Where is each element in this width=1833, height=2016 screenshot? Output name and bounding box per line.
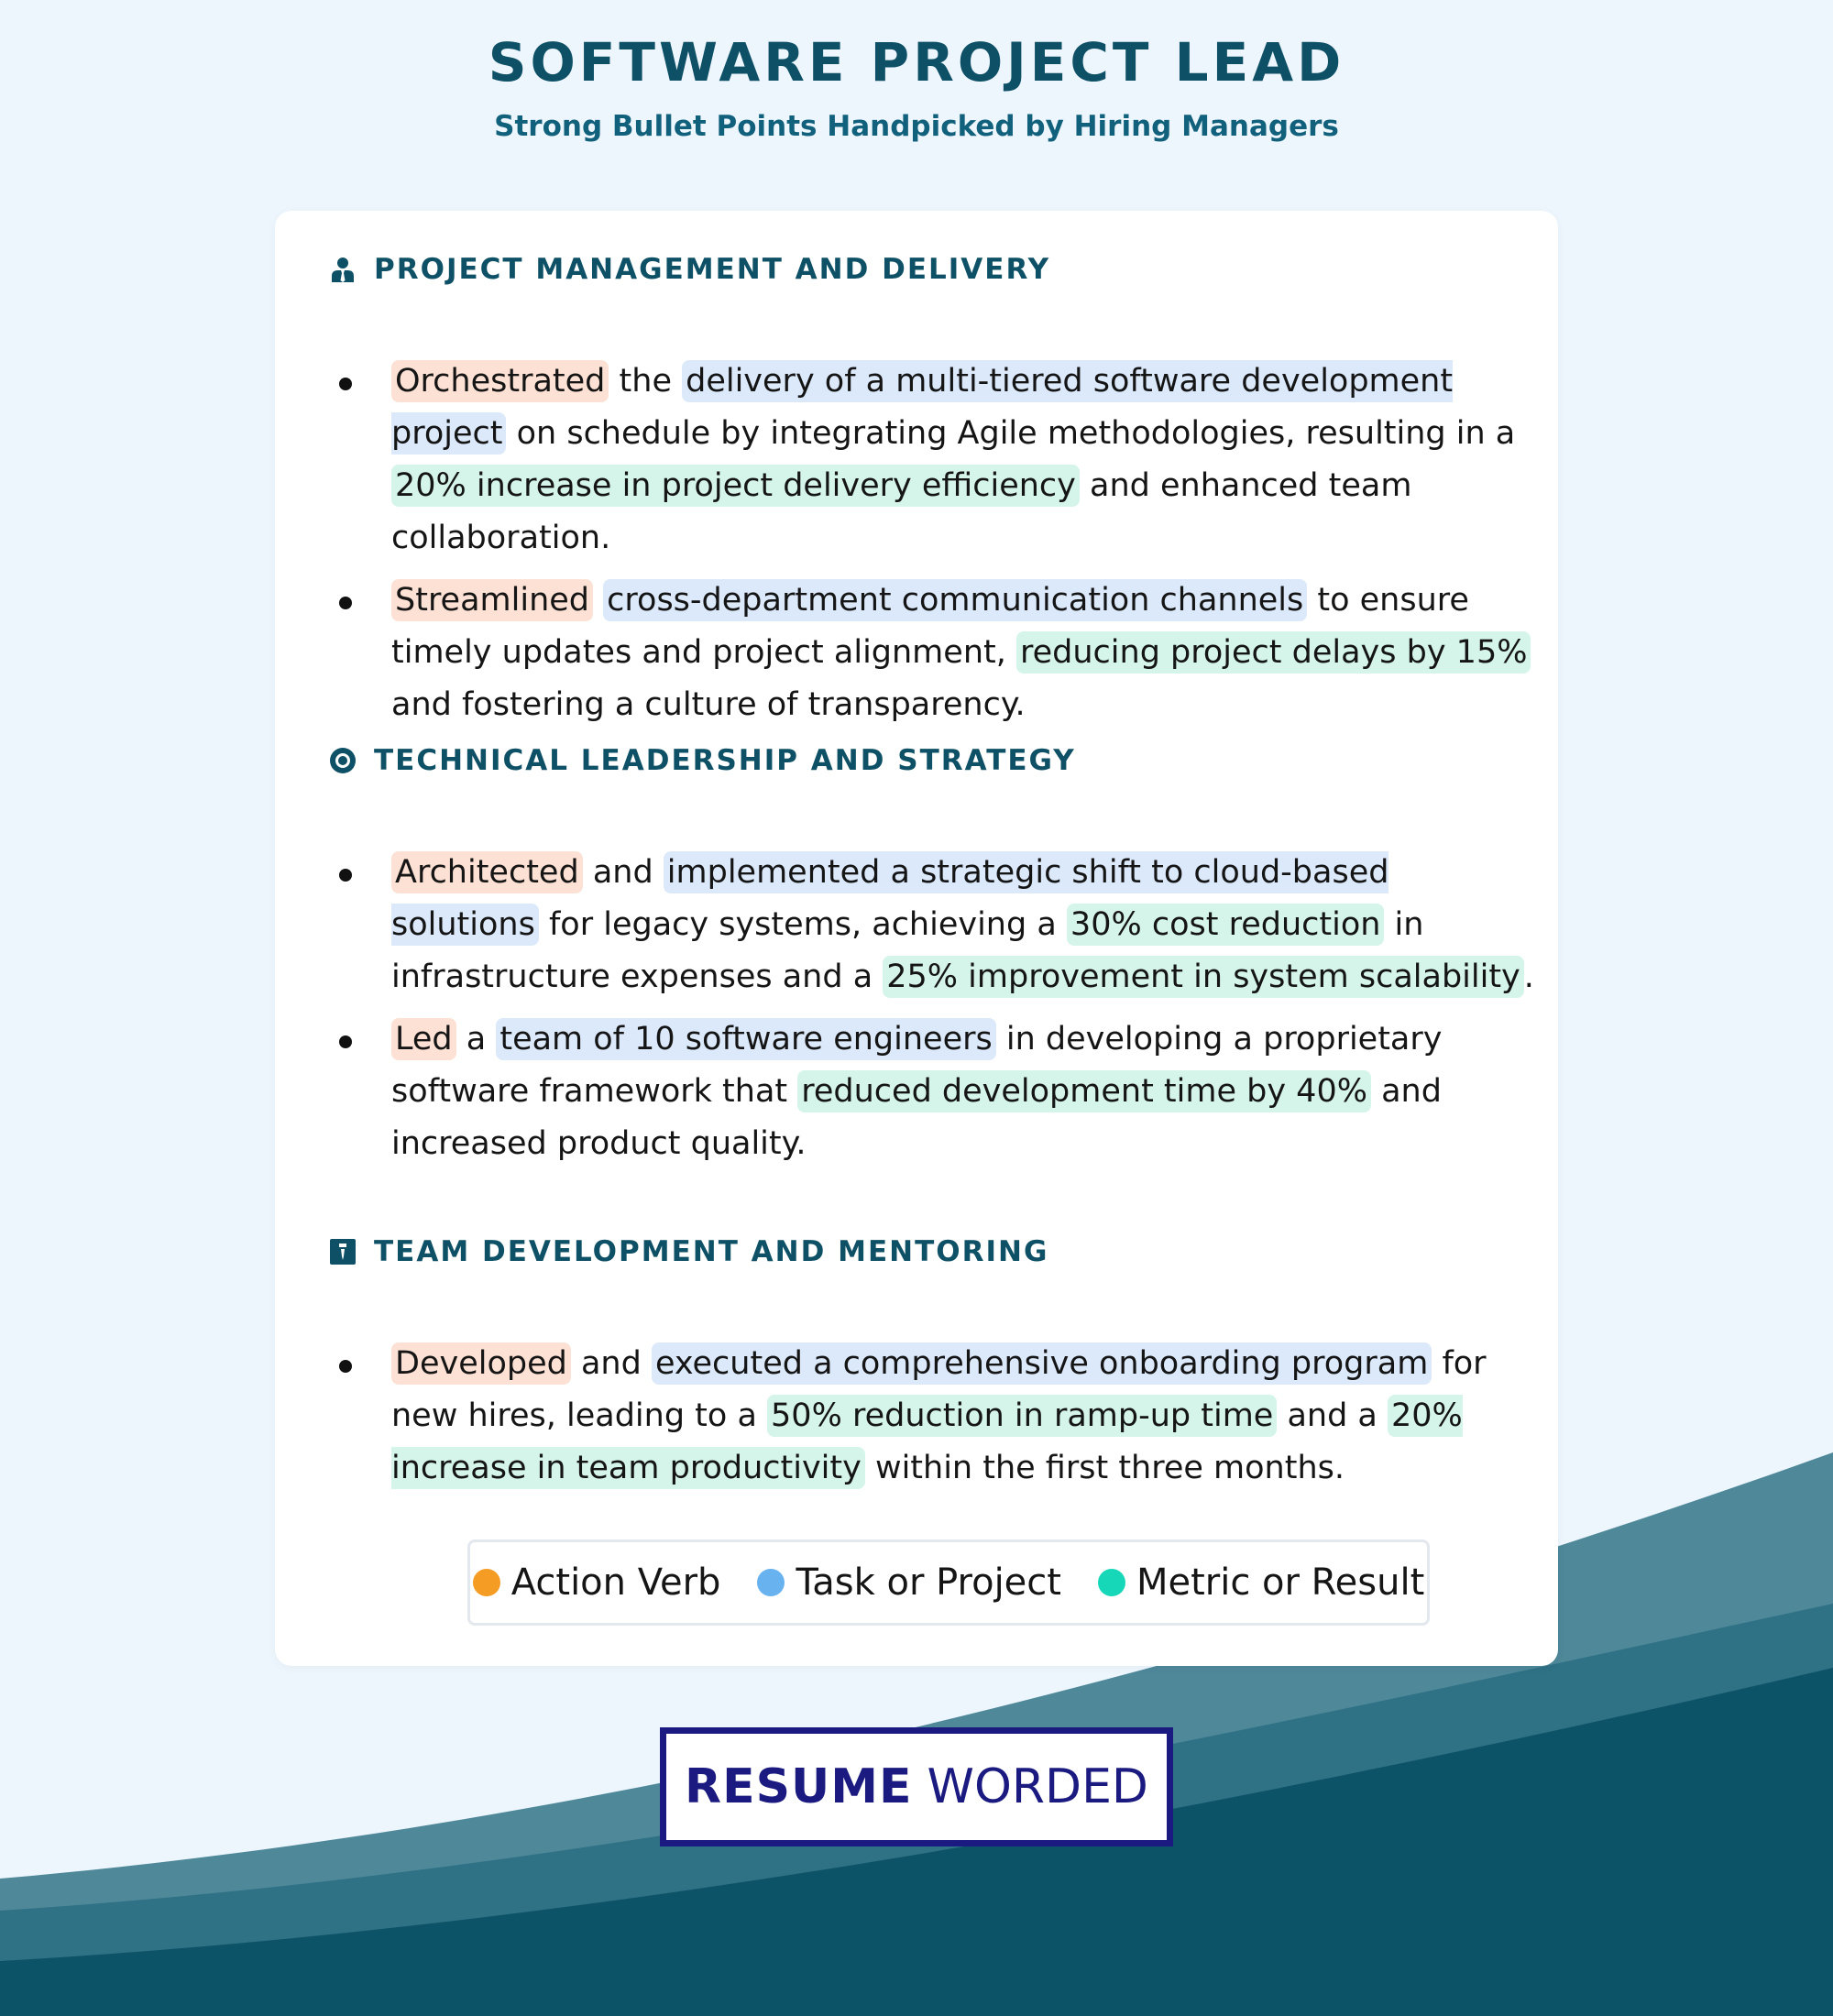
task-highlight: delivery of a multi-tiered software development project (391, 360, 1453, 455)
task-highlight: implemented a strategic shift to cloud-based solutions (391, 851, 1388, 946)
orange-dot-icon (473, 1569, 500, 1596)
bullet-item (330, 1013, 1540, 1170)
bullet-text: for new hires, leading to a (391, 1345, 1487, 1434)
blue-dot-icon (757, 1569, 785, 1596)
legend-item-metric-or-result (1098, 1561, 1424, 1604)
page-header (0, 31, 1833, 143)
section-project-management (330, 247, 1540, 741)
bullet-item (330, 847, 1540, 1003)
bullet-list (330, 847, 1540, 1170)
page-subtitle: Strong Bullet Points Handpicked by Hiring Managers (494, 110, 1339, 143)
task-highlight: team of 10 software engineers (496, 1018, 995, 1060)
page-title: SOFTWARE PROJECT LEAD (488, 31, 1345, 93)
legend-label: Metric or Result (1136, 1561, 1425, 1604)
section-header (330, 739, 1540, 783)
bullet-text: to ensure timely updates and project alignment, (391, 582, 1469, 671)
bullet-item (330, 356, 1540, 564)
metric-highlight: 20% increase in project delivery efficiency (391, 465, 1080, 507)
teal-dot-icon (1098, 1569, 1125, 1596)
section-team-development (330, 1230, 1540, 1505)
task-highlight: cross-department communication channels (603, 579, 1307, 621)
bullet-text: . (1523, 959, 1534, 995)
bullet-list (330, 1338, 1540, 1495)
bullet-text (593, 582, 603, 619)
bullet-text: for legacy systems, achieving a (538, 906, 1067, 943)
legend-item-task-or-project (757, 1561, 1061, 1604)
action-verb-highlight: Architected (391, 851, 583, 893)
id-badge-icon (330, 1239, 356, 1265)
action-verb-highlight: Streamlined (391, 579, 593, 621)
task-highlight: executed a comprehensive onboarding program (652, 1342, 1432, 1385)
bullet-text: and enhanced team collaboration. (391, 467, 1412, 556)
person-tie-icon (330, 257, 356, 282)
metric-highlight: 50% reduction in ramp-up time (767, 1395, 1277, 1437)
legend-label: Action Verb (510, 1561, 721, 1604)
bullet-text: on schedule by integrating Agile methodologies, resulting in a (506, 415, 1516, 452)
bullet-text: within the first three months. (864, 1450, 1345, 1486)
bullet-text: in developing a proprietary software framework that (391, 1021, 1443, 1110)
bullet-text: a (456, 1021, 497, 1057)
bullet-text: and (570, 1345, 652, 1382)
section-header (330, 1230, 1540, 1274)
bullet-list (330, 356, 1540, 731)
bullet-text: the (609, 363, 683, 400)
target-circle-icon (330, 748, 356, 773)
metric-highlight: 30% cost reduction (1067, 904, 1385, 946)
legend-item-action-verb (473, 1561, 721, 1604)
bullet-points-card (275, 211, 1558, 1666)
section-title: PROJECT MANAGEMENT AND DELIVERY (374, 253, 1051, 286)
action-verb-highlight: Developed (391, 1342, 571, 1385)
metric-highlight: 20% increase in team productivity (391, 1395, 1463, 1489)
bullet-text: and a (1277, 1397, 1388, 1434)
section-title: TEAM DEVELOPMENT AND MENTORING (374, 1235, 1049, 1268)
color-legend (467, 1539, 1430, 1626)
resume-worded-logo (660, 1727, 1173, 1846)
bullet-item (330, 1338, 1540, 1495)
action-verb-highlight: Led (391, 1018, 456, 1060)
bullet-item (330, 575, 1540, 731)
section-header (330, 247, 1540, 291)
legend-label: Task or Project (796, 1561, 1061, 1604)
action-verb-highlight: Orchestrated (391, 360, 609, 402)
logo-bold-text: RESUME (685, 1759, 913, 1814)
section-technical-leadership (330, 739, 1540, 1180)
bullet-text: and increased product quality. (391, 1073, 1442, 1162)
bullet-text: and fostering a culture of transparency. (391, 686, 1026, 723)
metric-highlight: reduced development time by 40% (797, 1070, 1371, 1112)
metric-highlight: reducing project delays by 15% (1016, 631, 1531, 674)
bullet-text: in infrastructure expenses and a (391, 906, 1424, 995)
metric-highlight: 25% improvement in system scalability (883, 956, 1524, 998)
logo-light-text: WORDED (927, 1759, 1148, 1814)
bullet-text: and (582, 854, 664, 891)
section-title: TECHNICAL LEADERSHIP AND STRATEGY (374, 744, 1076, 777)
